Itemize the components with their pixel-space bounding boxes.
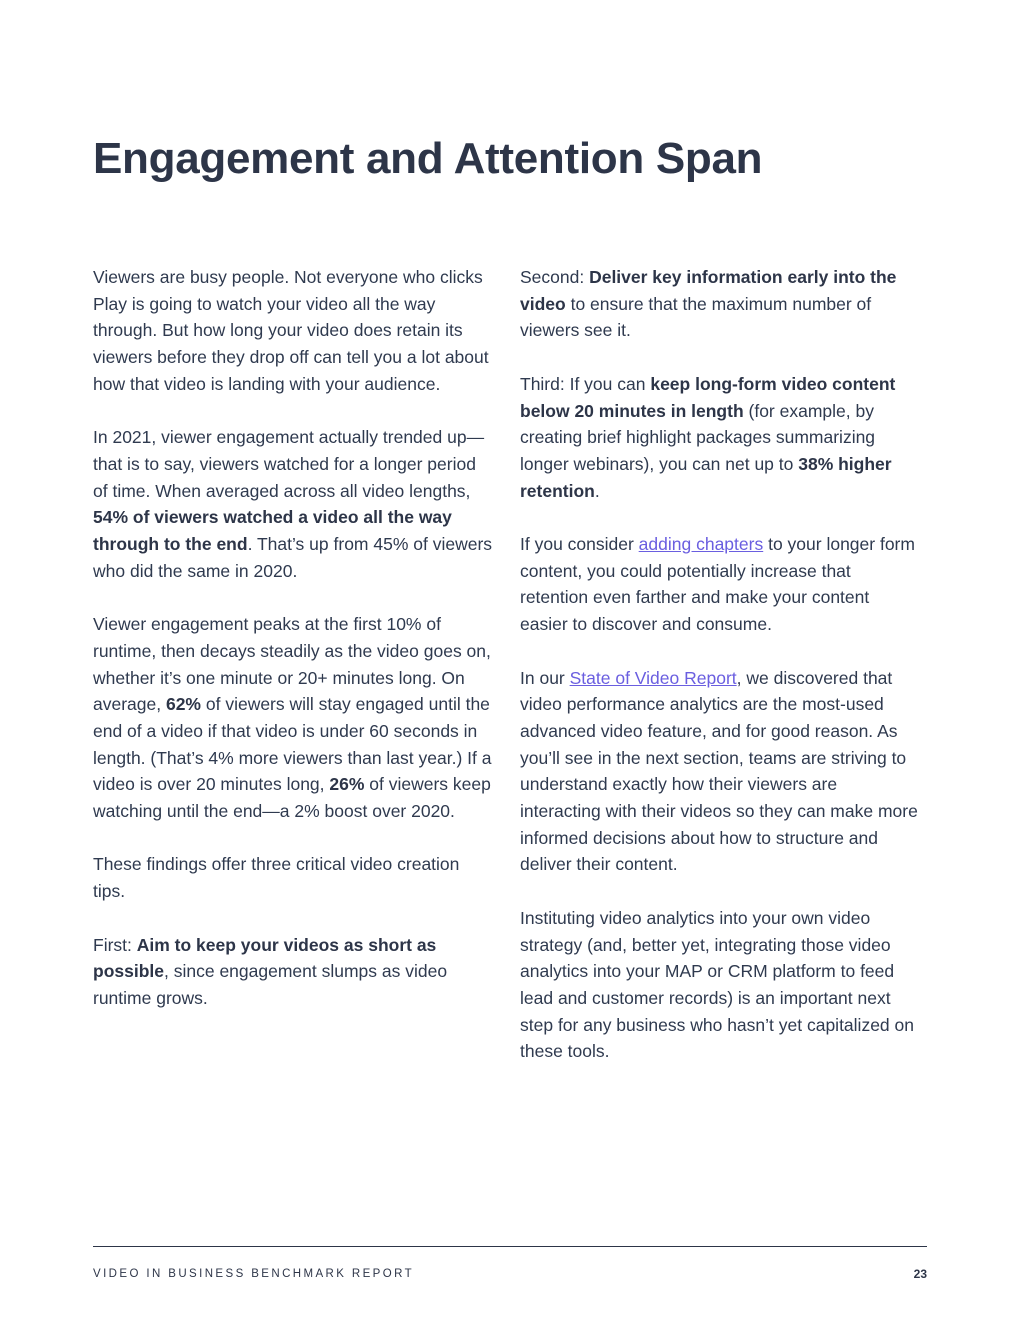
paragraph-tips-intro: These findings offer three critical video creation tips. [93, 854, 460, 902]
highlight-stat: 54% of viewers watched a video all the way through to the end [93, 507, 452, 555]
highlight-stat: 62% [165, 694, 201, 715]
paragraph-intro: Viewers are busy people. Not everyone who clicks Play is going to watch your video all the way through. But how long your video does retain its viewers before they drop off can tell you a lot about how that video is landing with your audience. [93, 267, 489, 394]
footer-divider [93, 1246, 927, 1247]
page-number: 23 [913, 1267, 927, 1281]
paragraph-tip-third: Third: If you can keep long-form video content below 20 minutes in length (for example, by creating brief highlight packages summarizing longer webinars), you can net up to 38% higher retention. [520, 373, 896, 501]
footer-report-title: VIDEO IN BUSINESS BENCHMARK REPORT [93, 1268, 415, 1280]
paragraph-2021-engagement: In 2021, viewer engagement actually trended up—that is to say, viewers watched for a longer period of time. When averaged across all video lengths, 54% of viewers watched a video all the way through to the end. That’s up from 45% of viewers who did the same in 2020. [93, 427, 493, 581]
right-column [520, 264, 920, 1092]
paragraph-tip-second: Second: Deliver key information early into the video to ensure that the maximum number of viewers see it. [520, 267, 897, 341]
highlight-tip: Aim to keep your videos as short as possible [93, 934, 437, 982]
paragraph-state-of-video: In our State of Video Report, we discovered that video performance analytics are the most-used advanced video feature, and for good reason. As you’ll see in the next section, teams are striving to understand exactly how their viewers are interacting with their videos so they can make more informed decisions about how to structure and deliver their content. [520, 667, 918, 875]
paragraph-instituting-analytics: Instituting video analytics into your own video strategy (and, better yet, integrating those video analytics into your MAP or CRM platform to feed lead and customer records) is an important next step for any business who hasn’t yet capitalized on these tools. [520, 907, 914, 1062]
paragraph-tip-first: First: Aim to keep your videos as short as possible, since engagement slumps as video runtime grows. [93, 934, 448, 1008]
highlight-stat: 26% [329, 774, 365, 795]
paragraph-engagement-peaks: Viewer engagement peaks at the first 10% of runtime, then decays steadily as the video goes on, whether it’s one minute or 20+ minutes long. On average, 62% of viewers will stay engaged until the end of a video if that video is under 60 seconds in length. (That’s 4% more viewers than last year.) If a video is over 20 minutes long, 26% of viewers keep watching until the end—a 2% boost over 2020. [93, 614, 492, 822]
highlight-tip: keep long-form video content below 20 minutes in length [520, 373, 896, 421]
adding-chapters-link[interactable]: adding chapters [638, 534, 764, 554]
state-of-video-report-link[interactable]: State of Video Report [569, 667, 737, 688]
highlight-tip: Deliver key information early into the video [520, 267, 897, 314]
paragraph-chapters: If you consider adding chapters to your longer form content, you could potentially increase that retention even farther and make your content easier to discover and consume. [520, 534, 915, 635]
left-column [93, 264, 493, 1038]
page-title: Engagement and Attention Span [93, 134, 763, 183]
highlight-stat: 38% higher retention [520, 453, 892, 501]
